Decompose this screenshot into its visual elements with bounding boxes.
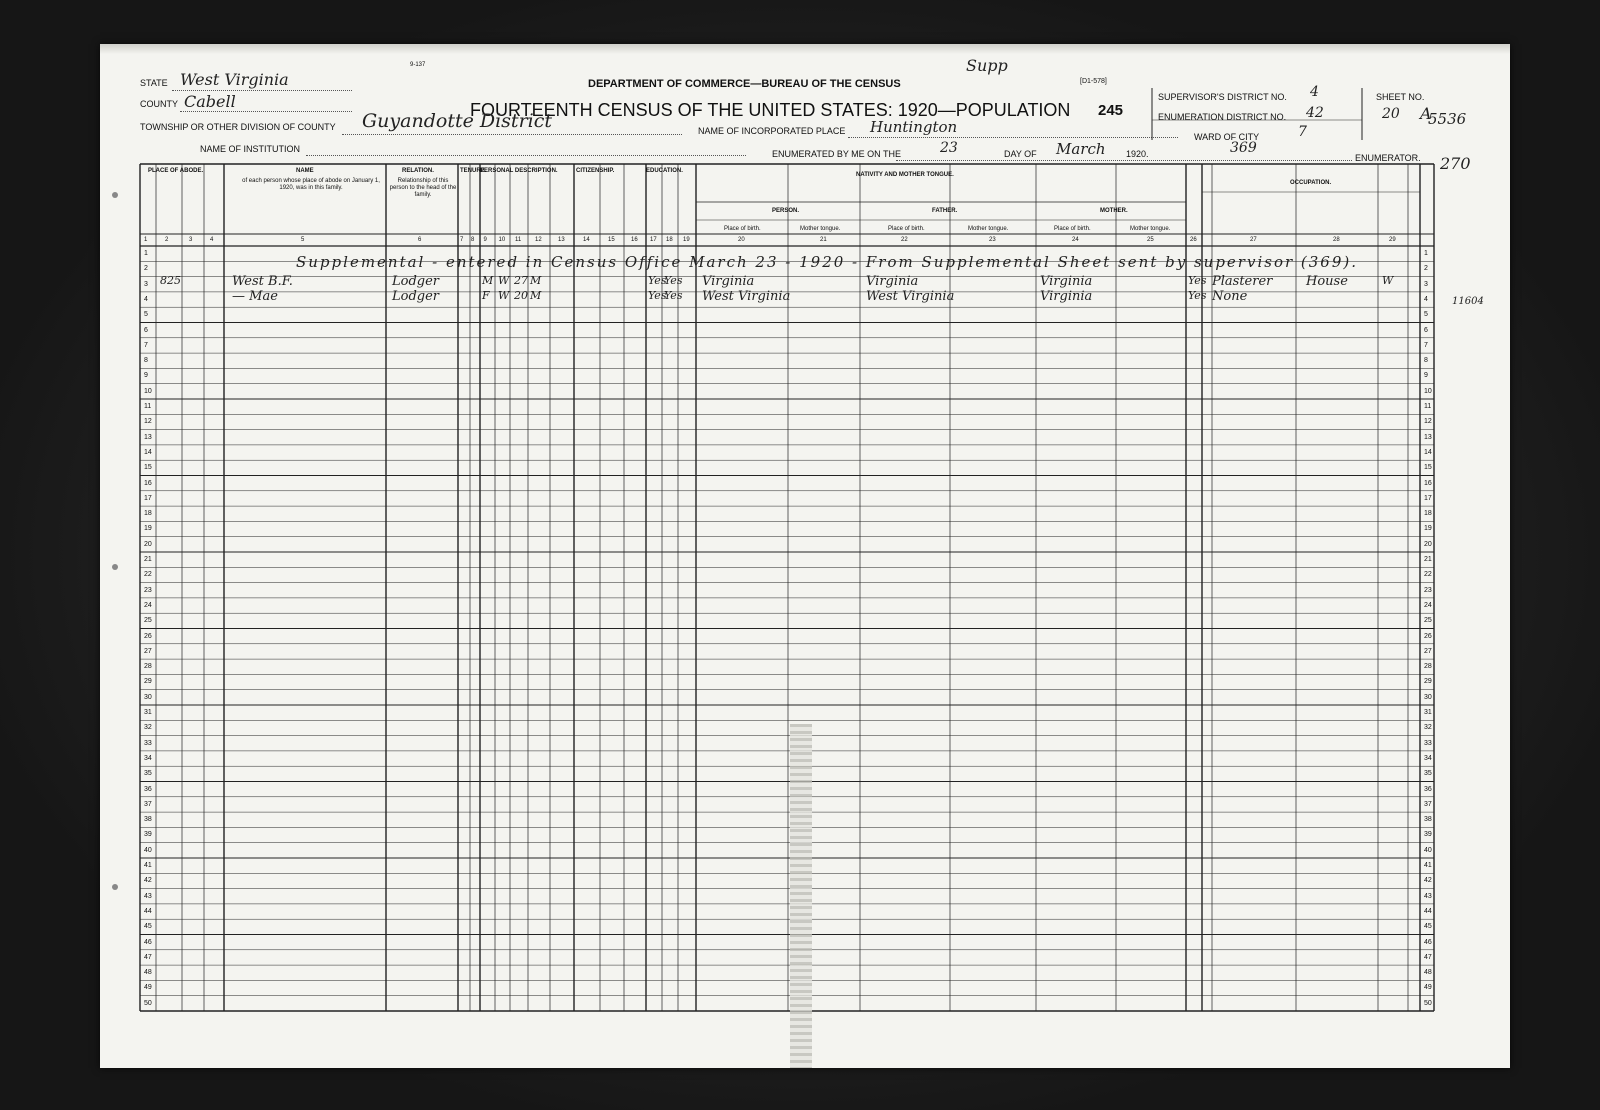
institution-label: NAME OF INSTITUTION (200, 144, 300, 154)
line-number-right: 13 (1424, 433, 1432, 441)
line-number-left: 12 (144, 418, 152, 426)
line-number-left: 21 (144, 556, 152, 563)
incorporated-value: Huntington (870, 118, 958, 136)
col-person-tongue: Mother tongue. (800, 226, 841, 232)
line-number-left: 11 (144, 403, 152, 410)
col-mother-tongue: Mother tongue. (1130, 226, 1171, 232)
line-number-left: 27 (144, 647, 152, 655)
line-number-left: 20 (144, 540, 152, 548)
column-number: 27 (1250, 237, 1257, 243)
column-number: 23 (989, 237, 996, 243)
entry-read: Yes (648, 273, 667, 287)
line-number-right: 7 (1424, 341, 1428, 349)
column-number: 29 (1389, 237, 1396, 243)
line-number-right: 4 (1424, 295, 1428, 303)
binding-hole (112, 564, 118, 570)
state-value: West Virginia (180, 70, 289, 89)
entry-color: W (498, 288, 510, 302)
line-number-right: 16 (1424, 479, 1432, 487)
line-number-right: 18 (1424, 510, 1432, 518)
ward-label: WARD OF CITY (1194, 132, 1260, 142)
line-number-left: 41 (144, 862, 152, 869)
line-number-right: 24 (1424, 601, 1432, 609)
line-number-right: 31 (1424, 709, 1432, 716)
line-number-left: 2 (144, 265, 148, 273)
line-number-right: 26 (1424, 632, 1432, 640)
line-number-right: 3 (1424, 280, 1428, 288)
line-number-left: 44 (144, 907, 152, 915)
column-number: 2 (165, 237, 169, 243)
line-number-right: 39 (1424, 831, 1432, 839)
entry-age: 20 (514, 288, 528, 302)
top-note: Supp (966, 56, 1008, 75)
column-number: 18 (666, 237, 673, 243)
line-number-right: 35 (1424, 770, 1432, 778)
line-number-left: 38 (144, 816, 152, 824)
line-number-left: 46 (144, 938, 152, 946)
col-mother: MOTHER. (1100, 208, 1128, 214)
column-number: 20 (738, 237, 745, 243)
line-number-right: 14 (1424, 448, 1432, 456)
line-number-left: 24 (144, 601, 152, 609)
enumerator-label: ENUMERATOR. (1355, 153, 1421, 163)
entry-mother-birth: Virginia (1040, 273, 1093, 289)
col-group-personal: PERSONAL DESCRIPTION. (480, 168, 558, 174)
line-number-right: 28 (1424, 663, 1432, 671)
column-number: 6 (418, 237, 422, 243)
line-number-left: 47 (144, 953, 152, 961)
line-number-right: 37 (1424, 800, 1432, 808)
line-number-left: 5 (144, 311, 148, 319)
line-number-right: 48 (1424, 969, 1432, 977)
col-group-citizenship: CITIZENSHIP. (576, 168, 615, 174)
entry-father-birth: West Virginia (866, 288, 955, 304)
line-number-left: 14 (144, 448, 152, 456)
line-number-right: 33 (1424, 739, 1432, 747)
line-number-left: 31 (144, 709, 152, 716)
year-label: 1920. (1126, 149, 1149, 159)
incorporated-label: NAME OF INCORPORATED PLACE (698, 126, 846, 136)
column-number: 26 (1190, 237, 1197, 243)
line-number-left: 29 (144, 678, 152, 686)
line-number-left: 19 (144, 525, 152, 533)
line-number-right: 2 (1424, 265, 1428, 273)
supplemental-note: Supplemental - entered in Census Office March 23 - 1920 - From Supplemental Sheet sent by supervisor (369). (296, 253, 1359, 271)
microfilm-fold-mark (790, 724, 812, 1068)
line-number-left: 36 (144, 785, 152, 793)
enumerator-number: 369 (1230, 140, 1257, 156)
col-mother-birth: Place of birth. (1054, 226, 1091, 232)
entry-write: Yes (664, 273, 683, 287)
supervisor-district-value: 4 (1310, 84, 1319, 100)
line-number-left: 4 (144, 295, 148, 303)
entry-relation: Lodger (392, 288, 440, 304)
binding-hole (112, 192, 118, 198)
entry-person-birth: West Virginia (702, 288, 791, 304)
entry-house: 825 (160, 273, 181, 287)
line-number-right: 1 (1424, 250, 1428, 257)
col-group-nativity: NATIVITY AND MOTHER TONGUE. (856, 172, 954, 178)
line-number-left: 16 (144, 479, 152, 487)
line-number-right: 9 (1424, 372, 1428, 380)
day-of-label: DAY OF (1004, 149, 1037, 159)
line-number-left: 30 (144, 693, 152, 701)
right-margin-number: 11604 (1452, 296, 1484, 307)
line-number-right: 11 (1424, 403, 1432, 410)
line-number-right: 5 (1424, 311, 1428, 319)
line-number-right: 6 (1424, 326, 1428, 334)
line-number-left: 50 (144, 999, 152, 1007)
entry-read: Yes (648, 288, 667, 302)
entry-person-birth: Virginia (702, 273, 755, 289)
line-number-right: 38 (1424, 816, 1432, 824)
col-group-name: NAME (296, 168, 314, 174)
form-code: [D1-578] (1080, 78, 1107, 85)
column-number: 21 (820, 237, 827, 243)
entry-sex: M (482, 273, 494, 287)
line-number-left: 15 (144, 464, 152, 472)
enumerated-day: 23 (940, 140, 958, 156)
line-number-left: 23 (144, 586, 152, 594)
enumeration-district-value: 42 (1306, 105, 1324, 121)
col-group-abode: PLACE OF ABODE. (148, 168, 204, 174)
line-number-right: 49 (1424, 984, 1432, 992)
line-number-right: 20 (1424, 540, 1432, 548)
page-number: 245 (1098, 102, 1124, 119)
col-group-relation: RELATION. (402, 168, 434, 174)
column-number: 4 (210, 237, 214, 243)
line-number-right: 8 (1424, 357, 1428, 365)
ward-value: 7 (1298, 124, 1307, 140)
line-number-right: 19 (1424, 525, 1432, 533)
entry-age: 27 (514, 273, 528, 287)
line-number-left: 8 (144, 357, 148, 365)
entry-sex: F (482, 288, 490, 302)
department-heading: DEPARTMENT OF COMMERCE—BUREAU OF THE CENSUS (588, 78, 901, 90)
line-number-right: 50 (1424, 999, 1432, 1007)
column-number: 19 (683, 237, 690, 243)
line-number-right: 10 (1424, 387, 1432, 395)
entry-class: W (1382, 273, 1394, 287)
line-number-left: 9 (144, 372, 148, 380)
line-number-left: 17 (144, 494, 152, 502)
col-father-tongue: Mother tongue. (968, 226, 1009, 232)
line-number-right: 17 (1424, 494, 1432, 502)
line-number-right: 21 (1424, 556, 1432, 563)
column-number: 28 (1333, 237, 1340, 243)
col-person-birth: Place of birth. (724, 226, 761, 232)
line-number-right: 36 (1424, 785, 1432, 793)
line-number-right: 34 (1424, 754, 1432, 762)
line-number-right: 43 (1424, 892, 1432, 900)
entry-trade: Plasterer (1212, 273, 1273, 289)
line-number-left: 42 (144, 877, 152, 885)
column-number: 14 (583, 237, 590, 243)
margin-number-top: 5536 (1428, 110, 1467, 128)
line-number-right: 32 (1424, 724, 1432, 732)
column-number: 10 (498, 237, 506, 243)
census-title: FOURTEENTH CENSUS OF THE UNITED STATES: 1920—POPULATION (470, 100, 1071, 120)
line-number-left: 22 (144, 571, 152, 579)
line-number-right: 46 (1424, 938, 1432, 946)
column-number: 24 (1072, 237, 1079, 243)
line-number-left: 10 (144, 387, 152, 395)
line-number-right: 40 (1424, 846, 1432, 854)
census-sheet (100, 44, 1510, 1068)
sheet-no-value: 20 (1382, 106, 1400, 122)
enumerated-month: March (1056, 140, 1106, 158)
line-number-right: 15 (1424, 464, 1432, 472)
margin-mark: 270 (1440, 154, 1471, 173)
entry-trade: None (1212, 288, 1248, 304)
line-number-right: 41 (1424, 862, 1432, 869)
line-number-left: 33 (144, 739, 152, 747)
county-label: COUNTY (140, 99, 178, 109)
line-number-left: 34 (144, 754, 152, 762)
entry-write: Yes (664, 288, 683, 302)
line-number-right: 44 (1424, 907, 1432, 915)
column-number: 17 (650, 237, 657, 243)
entry-name: West B.F. (232, 273, 293, 289)
entry-father-birth: Virginia (866, 273, 919, 289)
line-number-left: 1 (144, 250, 148, 257)
entry-marital: M (530, 288, 542, 302)
col-father-birth: Place of birth. (888, 226, 925, 232)
line-number-left: 48 (144, 969, 152, 977)
supervisor-district-label: SUPERVISOR'S DISTRICT NO. (1158, 92, 1287, 102)
line-number-left: 40 (144, 846, 152, 854)
line-number-left: 32 (144, 724, 152, 732)
line-number-right: 42 (1424, 877, 1432, 885)
col-relation-description: Relationship of this person to the head of the family. (389, 178, 457, 198)
column-number: 11 (515, 237, 522, 243)
col-father: FATHER. (932, 208, 958, 214)
enumeration-district-label: ENUMERATION DISTRICT NO. (1158, 112, 1287, 122)
entry-industry: House (1306, 273, 1348, 289)
line-number-right: 30 (1424, 693, 1432, 701)
township-label: TOWNSHIP OR OTHER DIVISION OF COUNTY (140, 122, 336, 132)
column-number: 25 (1147, 237, 1154, 243)
col-person: PERSON. (772, 208, 800, 214)
line-number-left: 13 (144, 433, 152, 441)
line-number-left: 3 (144, 280, 148, 288)
col-group-occupation: OCCUPATION. (1290, 180, 1332, 186)
line-number-right: 23 (1424, 586, 1432, 594)
line-number-left: 7 (144, 341, 148, 349)
line-number-left: 39 (144, 831, 152, 839)
column-number: 7 (460, 237, 464, 243)
entry-mother-birth: Virginia (1040, 288, 1093, 304)
line-number-left: 28 (144, 663, 152, 671)
line-number-left: 25 (144, 617, 152, 625)
entry-color: W (498, 273, 510, 287)
line-number-left: 18 (144, 510, 152, 518)
form-number: 9-137 (410, 62, 426, 68)
entry-speak-english: Yes (1188, 288, 1207, 302)
column-number: 16 (631, 237, 638, 243)
entry-speak-english: Yes (1188, 273, 1207, 287)
line-number-left: 6 (144, 326, 148, 334)
enumerated-label: ENUMERATED BY ME ON THE (772, 149, 902, 159)
col-group-education: EDUCATION. (646, 168, 683, 174)
column-number: 12 (535, 237, 542, 243)
binding-hole (112, 884, 118, 890)
entry-relation: Lodger (392, 273, 440, 289)
column-number: 1 (144, 237, 148, 243)
sheet-no-label: SHEET NO. (1376, 92, 1425, 102)
line-number-right: 22 (1424, 571, 1432, 579)
line-number-right: 25 (1424, 617, 1432, 625)
line-number-left: 43 (144, 892, 152, 900)
line-number-left: 35 (144, 770, 152, 778)
sheet-letter: A (1420, 104, 1432, 123)
line-number-right: 12 (1424, 418, 1432, 426)
entry-marital: M (530, 273, 542, 287)
line-number-right: 45 (1424, 923, 1432, 931)
column-number: 13 (558, 237, 565, 243)
column-number: 5 (301, 237, 305, 243)
line-number-right: 27 (1424, 647, 1432, 655)
line-number-right: 47 (1424, 953, 1432, 961)
line-number-left: 26 (144, 632, 152, 640)
line-number-left: 37 (144, 800, 152, 808)
county-value: Cabell (184, 92, 236, 111)
column-number: 9 (483, 237, 487, 243)
entry-name: — Mae (232, 288, 278, 304)
column-number: 3 (189, 237, 193, 243)
col-name-description: of each person whose place of abode on January 1, 1920, was in this family. (242, 178, 380, 191)
line-number-right: 29 (1424, 678, 1432, 686)
township-value: Guyandotte District (362, 110, 552, 132)
col-group-tenure: TENURE. (460, 168, 487, 174)
state-label: STATE (140, 78, 168, 88)
column-number: 22 (901, 237, 908, 243)
line-number-left: 49 (144, 984, 152, 992)
column-number: 8 (471, 237, 475, 243)
column-number: 15 (608, 237, 615, 243)
line-number-left: 45 (144, 923, 152, 931)
